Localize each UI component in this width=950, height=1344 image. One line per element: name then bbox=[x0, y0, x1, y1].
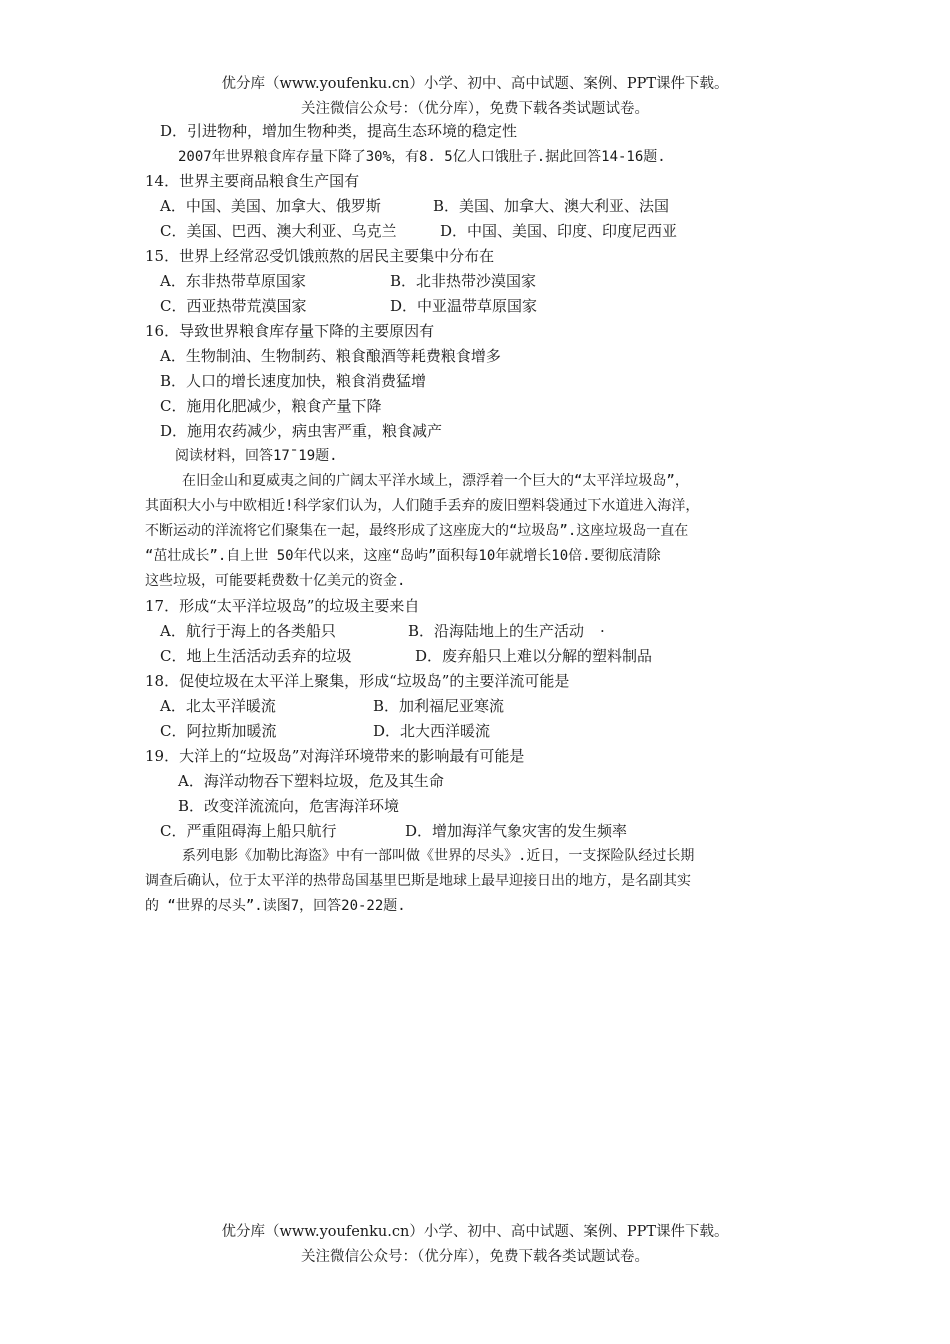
q18-options-row2 bbox=[160, 721, 490, 741]
q15-option-a: A．东非热带草原国家 bbox=[160, 272, 306, 290]
passage-20-22-line-3: 的 “世界的尽头”.读图7，回答20-22题. bbox=[145, 898, 406, 914]
q15-options-row2 bbox=[160, 296, 537, 316]
q19-option-c: C．严重阻碍海上船只航行 bbox=[160, 822, 337, 840]
q16-option-c: C．施用化肥减少，粮食产量下降 bbox=[160, 397, 382, 415]
q19-stem: 19．大洋上的“垃圾岛”对海洋环境带来的影响最有可能是 bbox=[145, 747, 525, 765]
q18-option-a: A．北太平洋暖流 bbox=[160, 697, 276, 715]
q18-option-c: C．阿拉斯加暖流 bbox=[160, 722, 277, 740]
header-line-2: 关注微信公众号：（优分库），免费下载各类试题试卷。 bbox=[301, 101, 649, 117]
q15-stem: 15．世界上经常忍受饥饿煎熬的居民主要集中分布在 bbox=[145, 247, 495, 265]
q17-stray-mark: · bbox=[600, 622, 605, 640]
q14-options-row2 bbox=[160, 221, 677, 241]
q17-stem: 17．形成“太平洋垃圾岛”的垃圾主要来自 bbox=[145, 597, 420, 615]
q13-option-d: D．引进物种，增加生物种类，提高生态环境的稳定性 bbox=[160, 122, 518, 140]
q17-options-row2 bbox=[160, 646, 652, 666]
q18-option-b: B．加利福尼亚寒流 bbox=[373, 697, 505, 715]
q18-option-d: D．北大西洋暖流 bbox=[373, 722, 491, 740]
passage-17-19-line-5: 这些垃圾，可能要耗费数十亿美元的资金. bbox=[145, 573, 406, 589]
passage-20-22-line-1: 系列电影《加勒比海盗》中有一部叫做《世界的尽头》.近日，一支探险队经过长期 bbox=[182, 848, 695, 864]
q17-option-d: D．废弃船只上难以分解的塑料制品 bbox=[415, 647, 653, 665]
header-line-1: 优分库（www.youfenku.cn）小学、初中、高中试题、案例、PPT课件下载。 bbox=[221, 76, 729, 92]
q16-option-d: D．施用农药减少，病虫害严重，粮食减产 bbox=[160, 422, 443, 440]
passage-17-19-line-1: 在旧金山和夏威夷之间的广阔太平洋水域上，漂浮着一个巨大的“太平洋垃圾岛”， bbox=[182, 473, 689, 489]
intro-14-16: 2007年世界粮食库存量下降了30%，有8. 5亿人口饿肚子.据此回答14-16题. bbox=[178, 149, 666, 165]
q14-option-d: D．中国、美国、印度、印度尼西亚 bbox=[440, 222, 678, 240]
q19-option-b: B．改变洋流流向，危害海洋环境 bbox=[178, 797, 400, 815]
q14-option-a: A．中国、美国、加拿大、俄罗斯 bbox=[160, 197, 381, 215]
q14-option-b: B．美国、加拿大、澳大利亚、法国 bbox=[433, 197, 670, 215]
footer-line-1: 优分库（www.youfenku.cn）小学、初中、高中试题、案例、PPT课件下载。 bbox=[221, 1224, 729, 1240]
q16-option-a: A．生物制油、生物制药、粮食酿酒等耗费粮食增多 bbox=[160, 347, 501, 365]
q16-stem: 16．导致世界粮食库存量下降的主要原因有 bbox=[145, 322, 435, 340]
q14-stem: 14．世界主要商品粮食生产国有 bbox=[145, 172, 360, 190]
q16-option-b: B．人口的增长速度加快，粮食消费猛增 bbox=[160, 372, 427, 390]
q14-option-c: C．美国、巴西、澳大利亚、乌克兰 bbox=[160, 222, 397, 240]
q19-option-d: D．增加海洋气象灾害的发生频率 bbox=[405, 822, 628, 840]
q19-option-a: A．海洋动物吞下塑料垃圾，危及其生命 bbox=[178, 772, 444, 790]
q17-options-row1 bbox=[160, 621, 605, 641]
q15-option-d: D．中亚温带草原国家 bbox=[390, 297, 538, 315]
q18-options-row1 bbox=[160, 696, 504, 716]
q17-option-b: B．沿海陆地上的生产活动 bbox=[408, 622, 585, 640]
passage-17-19-line-4: “茁壮成长”.自上世 50年代以来，这座“岛屿”面积每10年就增长10倍.要彻底清除 bbox=[145, 548, 661, 564]
intro-17-19: 阅读材料，回答17¯19题. bbox=[175, 448, 338, 464]
q14-options-row1 bbox=[160, 196, 669, 216]
q15-options-row1 bbox=[160, 271, 536, 291]
passage-17-19-line-2: 其面积大小与中欧相近!科学家们认为，人们随手丢弃的废旧塑料袋通过下水道进入海洋， bbox=[145, 498, 700, 514]
q15-option-b: B．北非热带沙漠国家 bbox=[390, 272, 537, 290]
q18-stem: 18．促使垃圾在太平洋上聚集，形成“垃圾岛”的主要洋流可能是 bbox=[145, 672, 570, 690]
q19-options-row3 bbox=[160, 821, 627, 841]
q17-option-a: A．航行于海上的各类船只 bbox=[160, 622, 336, 640]
q15-option-c: C．西亚热带荒漠国家 bbox=[160, 297, 307, 315]
footer-line-2: 关注微信公众号：（优分库），免费下载各类试题试卷。 bbox=[301, 1249, 649, 1265]
q17-option-c: C．地上生活活动丢弃的垃圾 bbox=[160, 647, 352, 665]
passage-20-22-line-2: 调查后确认，位于太平洋的热带岛国基里巴斯是地球上最早迎接日出的地方，是名副其实 bbox=[145, 873, 691, 889]
passage-17-19-line-3: 不断运动的洋流将它们聚集在一起，最终形成了这座庞大的“垃圾岛”.这座垃圾岛一直在 bbox=[145, 523, 689, 539]
